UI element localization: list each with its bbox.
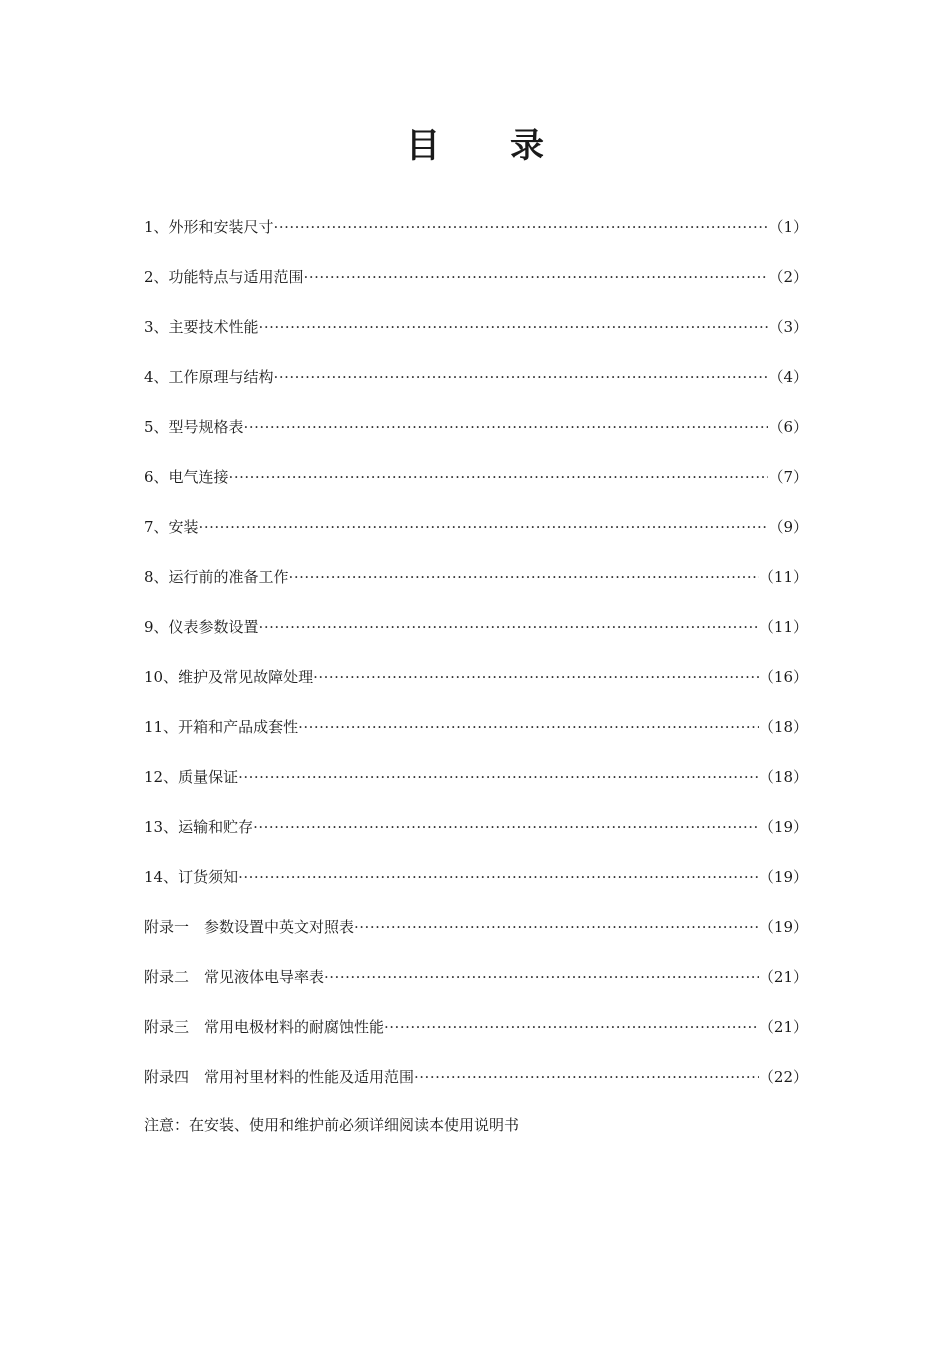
toc-entry[interactable] [144,812,808,862]
toc-entry-label: 1、外形和安装尺寸 [144,218,274,236]
toc-leader-dots [289,562,759,592]
toc-entry-label: 附录三 常用电极材料的耐腐蚀性能 [144,1018,385,1036]
toc-entry[interactable] [144,712,808,762]
toc-entry-label: 8、运行前的准备工作 [144,568,289,586]
toc-entry-page-number: （18） [758,768,808,786]
toc-entry-label: 14、订货须知 [144,868,239,886]
toc-entry-page-number: （3） [768,318,808,336]
toc-entry-label: 7、安装 [144,518,199,536]
toc-entry[interactable] [144,462,808,512]
toc-entry-label: 6、电气连接 [144,468,229,486]
toc-entry[interactable] [144,562,808,612]
toc-entry[interactable] [144,762,808,812]
toc-entry-page-number: （16） [758,668,808,686]
toc-entry-label: 5、型号规格表 [144,418,244,436]
toc-leader-dots [244,412,769,442]
toc-leader-dots [313,662,759,692]
toc-entry-page-number: （1） [768,218,808,236]
toc-entry-page-number: （18） [758,718,808,736]
toc-entry-page-number: （21） [758,1018,808,1036]
toc-leader-dots [298,712,759,742]
toc-leader-dots [259,312,769,342]
toc-leader-dots [354,912,759,942]
toc-entry-page-number: （11） [758,568,808,586]
toc-entry-label: 2、功能特点与适用范围 [144,268,304,286]
reading-notice: 注意：在安装、使用和维护前必须详细阅读本使用说明书 [144,1116,520,1134]
toc-entry-page-number: （19） [758,868,808,886]
toc-leader-dots [238,762,759,792]
toc-entry-page-number: （11） [758,618,808,636]
toc-leader-dots [274,362,769,392]
toc-entry-label: 附录四 常用衬里材料的性能及适用范围 [144,1068,415,1086]
toc-leader-dots [199,512,769,542]
table-of-contents [144,212,808,1112]
page-title [0,118,950,167]
toc-entry-page-number: （4） [768,368,808,386]
toc-entry-label: 12、质量保证 [144,768,239,786]
toc-entry[interactable] [144,412,808,462]
toc-entry-page-number: （22） [758,1068,808,1086]
toc-entry[interactable] [144,1012,808,1062]
toc-entry[interactable] [144,212,808,262]
toc-entry-label: 附录一 参数设置中英文对照表 [144,918,355,936]
toc-leader-dots [238,862,759,892]
toc-entry[interactable] [144,662,808,712]
toc-leader-dots [414,1062,759,1092]
toc-entry[interactable] [144,512,808,562]
toc-entry[interactable] [144,962,808,1012]
toc-entry-page-number: （19） [758,918,808,936]
toc-entry[interactable] [144,612,808,662]
toc-entry[interactable] [144,912,808,962]
toc-entry-page-number: （21） [758,968,808,986]
toc-entry-label: 3、主要技术性能 [144,318,259,336]
toc-entry-label: 9、仪表参数设置 [144,618,259,636]
toc-entry-page-number: （7） [768,468,808,486]
toc-entry-label: 11、开箱和产品成套性 [144,718,299,736]
toc-entry[interactable] [144,362,808,412]
toc-leader-dots [304,262,769,292]
toc-entry-page-number: （19） [758,818,808,836]
toc-leader-dots [324,962,759,992]
toc-entry[interactable] [144,312,808,362]
toc-entry-page-number: （6） [768,418,808,436]
toc-entry[interactable] [144,1062,808,1112]
toc-entry-label: 10、维护及常见故障处理 [144,668,314,686]
title-char-1: 目 [406,126,440,166]
toc-entry-label: 附录二 常见液体电导率表 [144,968,325,986]
toc-leader-dots [259,612,759,642]
toc-leader-dots [229,462,769,492]
toc-entry[interactable] [144,262,808,312]
toc-entry-page-number: （9） [768,518,808,536]
toc-entry[interactable] [144,862,808,912]
toc-leader-dots [253,812,759,842]
toc-entry-label: 4、工作原理与结构 [144,368,274,386]
title-char-2: 录 [510,126,544,166]
toc-leader-dots [384,1012,759,1042]
toc-leader-dots [274,212,769,242]
toc-entry-label: 13、运输和贮存 [144,818,254,836]
toc-entry-page-number: （2） [768,268,808,286]
